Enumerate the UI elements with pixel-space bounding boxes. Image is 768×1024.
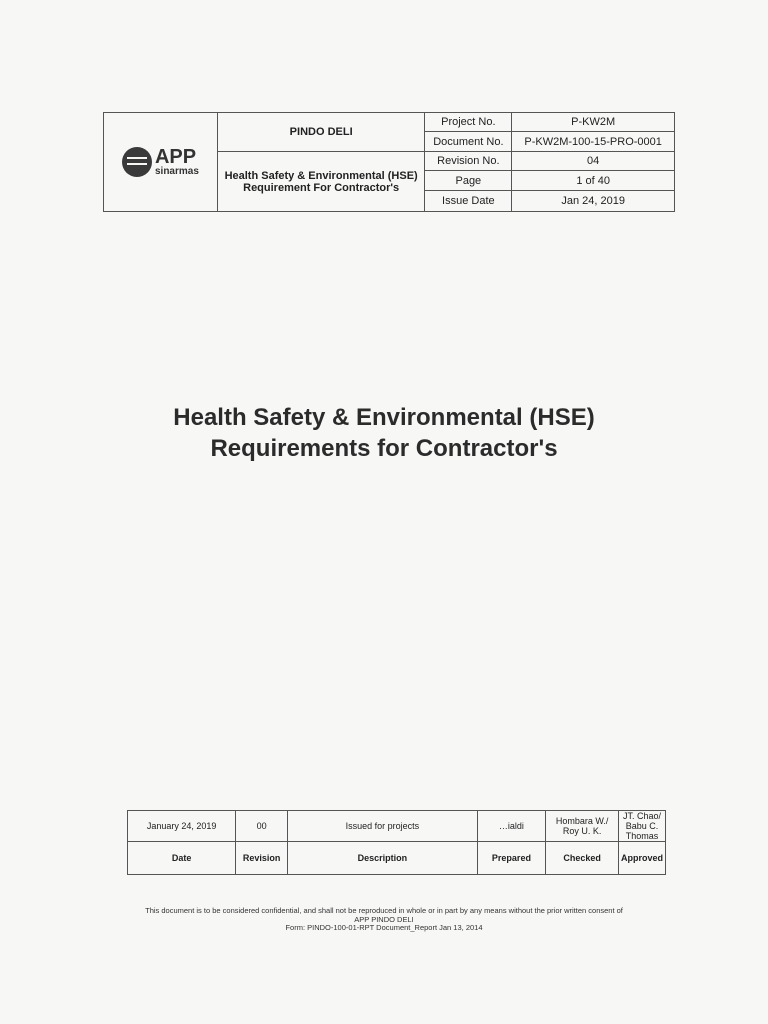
approved-header: Approved bbox=[618, 842, 665, 875]
document-title-line1: Health Safety & Environmental (HSE) bbox=[173, 404, 595, 431]
document-title-line2: Requirements for Contractor's bbox=[210, 435, 558, 462]
revision-description: Issued for projects bbox=[288, 811, 477, 842]
project-no-value: P-KW2M bbox=[512, 113, 675, 132]
logo-cell bbox=[104, 113, 218, 212]
logo-sub-text: sinarmas bbox=[154, 166, 199, 177]
app-logo-icon bbox=[122, 147, 152, 177]
confidentiality-footer bbox=[0, 907, 768, 933]
prepared-header: Prepared bbox=[477, 842, 546, 875]
footer-line1: This document is to be considered confidential, and shall not be reproduced in whole or in part by any means without the prior written consent of bbox=[145, 906, 623, 915]
issue-date-value: Jan 24, 2019 bbox=[512, 191, 675, 212]
prepared-by: …ialdi bbox=[477, 811, 546, 842]
revision-header-row bbox=[128, 842, 666, 875]
description-header: Description bbox=[288, 842, 477, 875]
date-header: Date bbox=[128, 842, 236, 875]
project-no-label: Project No. bbox=[425, 113, 512, 132]
document-no-label: Document No. bbox=[425, 132, 512, 152]
checked-header: Checked bbox=[546, 842, 619, 875]
revision-number: 00 bbox=[236, 811, 288, 842]
app-sinarmas-logo bbox=[107, 147, 214, 177]
logo-app-text: APP bbox=[154, 146, 197, 168]
page-value: 1 of 40 bbox=[512, 171, 675, 191]
document-title bbox=[0, 402, 768, 464]
revision-date: January 24, 2019 bbox=[128, 811, 236, 842]
footer-line2: APP PINDO DELI bbox=[354, 914, 414, 924]
issue-date-label: Issue Date bbox=[425, 191, 512, 212]
revision-no-label: Revision No. bbox=[425, 152, 512, 171]
company-name: PINDO DELI bbox=[217, 113, 424, 152]
revision-row bbox=[128, 811, 666, 842]
revision-no-value: 04 bbox=[512, 152, 675, 171]
revision-table bbox=[127, 810, 666, 875]
footer-line3: Form: PINDO-100-01-RPT Document_Report Jan 13, 2014 bbox=[285, 923, 483, 932]
document-subject: Health Safety & Environmental (HSE) Requirement For Contractor's bbox=[217, 152, 424, 212]
checked-by: Hombara W./ Roy U. K. bbox=[546, 811, 619, 842]
document-header-table bbox=[103, 112, 675, 212]
page-label: Page bbox=[425, 171, 512, 191]
revision-header: Revision bbox=[236, 842, 288, 875]
approved-by: JT. Chao/ Babu C. Thomas bbox=[618, 811, 665, 842]
document-no-value: P-KW2M-100-15-PRO-0001 bbox=[512, 132, 675, 152]
